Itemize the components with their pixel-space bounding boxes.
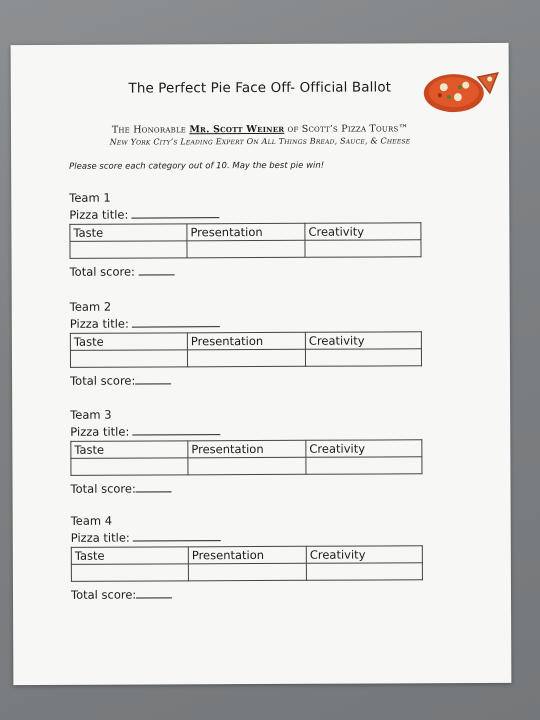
category-taste: Taste	[70, 333, 187, 351]
ballot-title: The Perfect Pie Face Off- Official Ballot	[128, 79, 392, 97]
pizza-slice-icon	[416, 65, 502, 117]
category-presentation: Presentation	[188, 440, 306, 458]
total-score-blank[interactable]	[139, 264, 175, 275]
team-name: Team 2	[69, 299, 112, 314]
team-section-1	[69, 187, 429, 280]
pizza-title-label: Pizza title:	[69, 316, 129, 331]
team-name: Team 1	[69, 190, 111, 205]
team-name: Team 3	[70, 407, 112, 422]
category-presentation: Presentation	[187, 332, 305, 350]
total-score-label: Total score:	[70, 481, 136, 496]
category-taste: Taste	[70, 224, 187, 242]
honorable-suffix: of Scott’s Pizza Tours™	[284, 123, 409, 135]
score-cell-creativity[interactable]	[306, 457, 422, 475]
score-table	[71, 545, 423, 582]
total-score-line	[71, 479, 431, 497]
team-section-3	[70, 404, 430, 497]
score-cell-taste[interactable]	[71, 458, 188, 476]
expert-line: New York City’s Leading Expert On All Things Bread, Sauce, & Cheese	[109, 136, 411, 147]
score-cell-creativity[interactable]	[305, 349, 421, 367]
team-section-4	[71, 510, 431, 603]
total-score-label: Total score:	[70, 587, 137, 602]
pizza-title-line	[69, 205, 429, 223]
category-presentation: Presentation	[188, 546, 306, 564]
total-score-line	[71, 585, 431, 603]
honorable-prefix: The Honorable	[111, 124, 190, 136]
category-taste: Taste	[71, 547, 188, 565]
pizza-title-label: Pizza title:	[70, 530, 130, 545]
score-cell-presentation[interactable]	[188, 457, 306, 475]
team-section-2	[70, 296, 430, 389]
pizza-title-blank[interactable]	[131, 207, 219, 218]
category-creativity: Creativity	[305, 223, 421, 241]
ballot-sheet	[11, 43, 512, 685]
category-taste: Taste	[71, 441, 188, 459]
category-creativity: Creativity	[306, 546, 422, 564]
honorable-name: Mr. Scott Weiner	[189, 123, 285, 136]
score-table	[70, 331, 422, 368]
score-cell-creativity[interactable]	[305, 240, 421, 258]
score-cell-presentation[interactable]	[188, 563, 306, 581]
score-cell-taste[interactable]	[71, 564, 188, 582]
pizza-title-label: Pizza title:	[70, 424, 130, 439]
team-name: Team 4	[70, 513, 113, 528]
pizza-title-blank[interactable]	[133, 530, 221, 541]
pizza-title-line	[71, 528, 431, 546]
total-score-label: Total score:	[70, 373, 136, 388]
honorable-line	[11, 123, 509, 136]
pizza-title-blank[interactable]	[132, 316, 220, 327]
total-score-line	[70, 262, 430, 280]
pizza-title-label: Pizza title:	[69, 207, 129, 222]
total-score-line	[70, 371, 430, 389]
instructions-text: Please score each category out of 10. May the best pie win!	[69, 160, 325, 172]
score-cell-creativity[interactable]	[306, 563, 422, 581]
category-creativity: Creativity	[305, 332, 421, 350]
pizza-title-blank[interactable]	[132, 424, 220, 435]
pizza-title-line	[70, 314, 430, 332]
score-cell-taste[interactable]	[70, 350, 187, 368]
score-table	[70, 439, 422, 476]
score-cell-presentation[interactable]	[187, 349, 305, 367]
category-creativity: Creativity	[306, 440, 422, 458]
total-score-blank[interactable]	[136, 481, 172, 492]
total-score-label: Total score:	[69, 264, 135, 279]
score-cell-presentation[interactable]	[187, 240, 305, 258]
category-presentation: Presentation	[187, 223, 305, 241]
pizza-title-line	[70, 422, 430, 440]
score-table	[69, 222, 421, 259]
total-score-blank[interactable]	[135, 373, 171, 384]
score-cell-taste[interactable]	[70, 241, 187, 259]
total-score-blank[interactable]	[136, 587, 172, 598]
